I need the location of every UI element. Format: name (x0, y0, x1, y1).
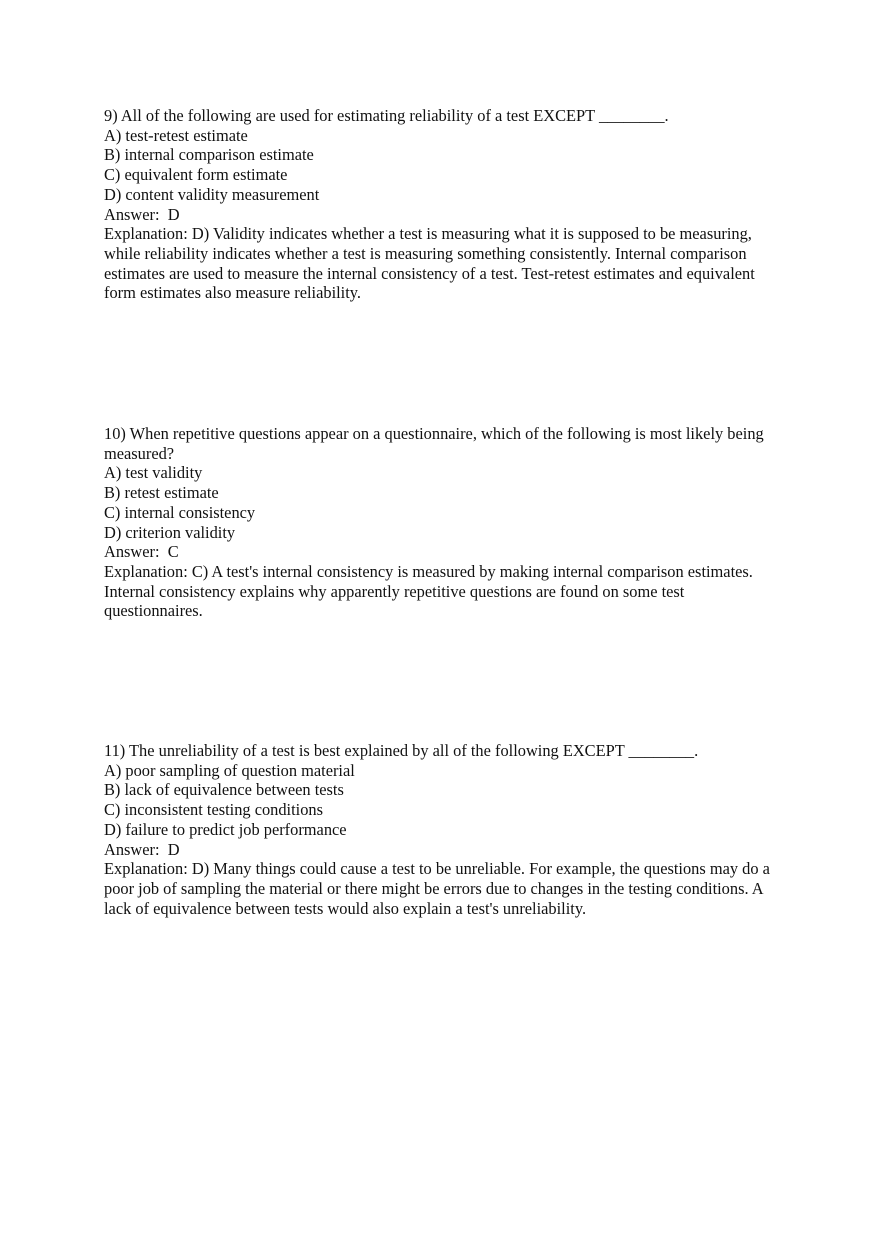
question-stem: 11) The unreliability of a test is best explained by all of the following EXCEPT ________. (104, 741, 699, 760)
option-d: D) criterion validity (104, 522, 236, 542)
answer: Answer: C (104, 542, 179, 562)
option-c: C) equivalent form estimate (104, 165, 288, 185)
explanation: Explanation: D) Many things could cause a test to be unreliable. For example, the questions may do a poor job of sampling the material or there might be errors due to changes in the testing conditions. A lack of equivalence between tests would also explain a test's unreliability. (104, 859, 770, 918)
explanation: Explanation: C) A test's internal consistency is measured by making internal comparison estimates. Internal consistency explains why apparently repetitive questions are found on some test questionnaires. (104, 561, 753, 621)
option-c: C) internal consistency (104, 502, 256, 522)
option-b: B) lack of equivalence between tests (104, 780, 344, 800)
option-d: D) content validity measurement (104, 184, 320, 204)
option-a: A) test-retest estimate (104, 125, 248, 145)
option-a: A) test validity (104, 463, 203, 483)
answer: Answer: D (104, 839, 180, 859)
option-b: B) retest estimate (104, 483, 219, 503)
answer: Answer: D (104, 204, 180, 224)
option-b: B) internal comparison estimate (104, 145, 314, 165)
option-a: A) poor sampling of question material (104, 760, 355, 780)
question-stem: 9) All of the following are used for estimating reliability of a test EXCEPT ________. (104, 106, 669, 125)
question-11 (104, 741, 788, 918)
option-d: D) failure to predict job performance (104, 819, 347, 839)
question-9 (104, 106, 776, 303)
question-stem: 10) When repetitive questions appear on a questionnaire, which of the following is most likely being measured? (104, 424, 764, 463)
option-c: C) inconsistent testing conditions (104, 800, 323, 820)
explanation: Explanation: D) Validity indicates whether a test is measuring what it is supposed to be measuring, while reliability indicates whether a test is measuring something consistently. Internal comparison estimates are used to measure the internal consistency of a test. Test-retest estimates and equivalent form estimates also measure reliability. (104, 224, 755, 303)
question-10 (104, 424, 764, 621)
